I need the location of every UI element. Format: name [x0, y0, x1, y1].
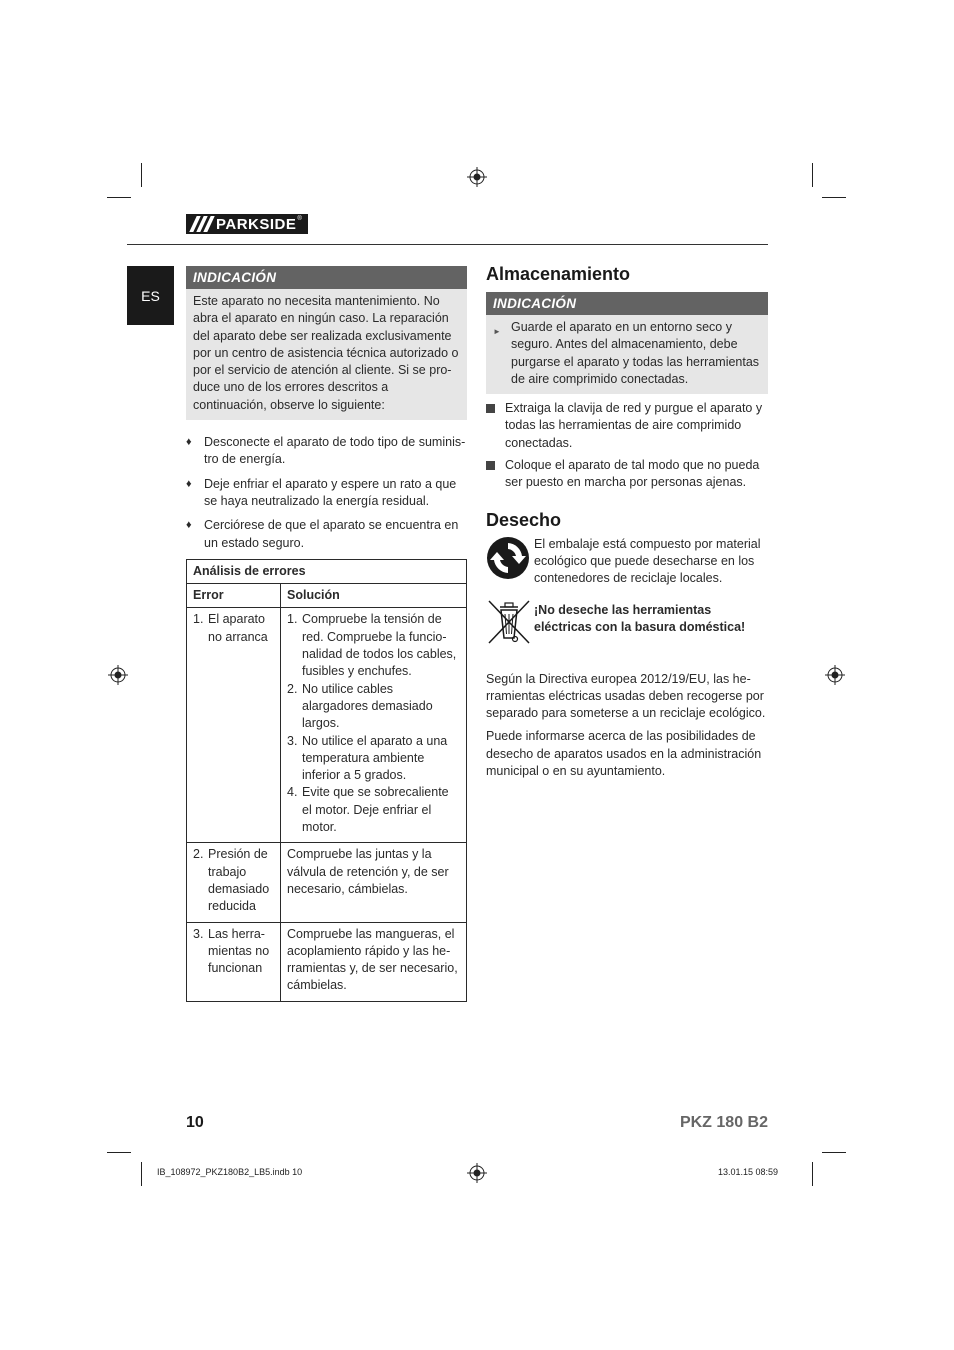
safety-bullets — [186, 434, 467, 552]
list-item: ♦ Deje enfriar el aparato y espere un rato a que se haya neutralizado la energía residual. — [186, 476, 457, 508]
storage-note-text: Guarde el aparato en un entorno seco y seguro. Antes del almacenamiento, debe purgarse el aparato y todas las herramientas de aire comprimido conectadas. — [511, 320, 760, 386]
packaging-text: El embalaje está compuesto por material ecológico que puede desecharse en los contenedores de reciclaje locales. — [534, 536, 761, 586]
parkside-logo — [186, 214, 308, 234]
print-date: 13.01.15 08:59 — [717, 1167, 778, 1177]
crop-mark — [812, 163, 813, 187]
error-table-title: Análisis de errores — [187, 559, 467, 583]
table-row — [187, 608, 467, 843]
info-text: Puede informarse acerca de las posibilidades de desecho de aparatos usados en la administración municipal o en su ayuntamiento. — [486, 729, 762, 779]
storage-list — [486, 400, 768, 491]
list-item: Coloque el aparato de tal modo que no pueda ser puesto en marcha por personas ajenas. — [486, 457, 768, 492]
brand-name: PARKSIDE — [216, 215, 297, 233]
crossed-bin-icon — [486, 598, 534, 651]
file-info: IB_108972_PKZ180B2_LB5.indb 10 — [157, 1167, 303, 1177]
note-title: INDICACIÓN — [186, 266, 467, 289]
model-number: PKZ 180 B2 — [679, 1114, 768, 1131]
left-column — [186, 266, 467, 1002]
recycling-icon — [486, 536, 534, 585]
registration-mark-icon — [467, 167, 487, 187]
header-rule — [127, 244, 768, 245]
crop-mark — [107, 197, 131, 198]
weee-row — [486, 598, 768, 651]
right-column — [486, 262, 768, 780]
disposal-heading: Desecho — [486, 509, 562, 530]
diamond-bullet-icon: ♦ — [186, 477, 192, 490]
column-header-solution: Solución — [281, 584, 467, 608]
crop-mark — [822, 1152, 846, 1153]
page-number: 10 — [186, 1114, 204, 1131]
solution-cell: Compruebe las mangueras, el acoplamiento rápido y las he-rramientas y, de ser necesario, cámbielas. — [281, 922, 467, 1001]
diamond-bullet-icon: ♦ — [186, 519, 192, 532]
table-row — [187, 843, 467, 922]
storage-note-body — [486, 315, 768, 394]
storage-note-title: INDICACIÓN — [486, 292, 768, 315]
square-bullet-icon — [486, 461, 495, 470]
list-item: ♦ Cerciórese de que el aparato se encuentra en un estado seguro. — [186, 518, 459, 550]
registration-mark-icon — [467, 1163, 487, 1183]
error-table — [186, 559, 467, 1002]
arrow-bullet-icon: ► — [493, 327, 501, 336]
registered-icon: ® — [297, 216, 302, 222]
logo-slashes-icon — [186, 214, 216, 234]
table-row — [187, 922, 467, 1001]
list-item: ♦ Desconecte el aparato de todo tipo de suminis-tro de energía. — [186, 435, 466, 467]
crop-mark — [141, 1162, 142, 1186]
storage-heading: Almacenamiento — [486, 264, 631, 284]
crop-mark — [141, 163, 142, 187]
crop-mark — [822, 197, 846, 198]
square-bullet-icon — [486, 404, 495, 413]
crop-mark — [107, 1152, 131, 1153]
solution-cell: Compruebe las juntas y la válvula de retención y, de ser necesario, cámbielas. — [281, 843, 467, 922]
column-header-error: Error — [187, 584, 281, 608]
language-tab: ES — [127, 266, 174, 325]
note-text: Este aparato no necesita mantenimiento. No abra el aparato en ningún caso. La reparación del aparato debe ser realizada exclusivamente por un centro de asistencia técnica autorizado o por el servicio de atención al cliente. Si se pro-duce uno de los errores descritos a continuación, observe lo siguiente: — [186, 289, 467, 420]
error-cell: 2. Presión de trabajo demasiado reducida — [187, 843, 281, 922]
error-cell: 3. Las herra-mientas no funcionan — [187, 922, 281, 1001]
diamond-bullet-icon: ♦ — [186, 436, 192, 449]
solution-cell: 1. Compruebe la tensión de red. Compruebe la funcio-nalidad de todos los cables, fusibles y enchufes. 2. No utilice cables alargadores demasiado largos. 3. No utilice el aparato a una temperatura ambiente inferior a 5 grados. 4. Evite que se sobrecaliente el motor. Deje enfriar el motor. — [281, 608, 467, 843]
list-item: Extraiga la clavija de red y purgue el aparato y todas las herramientas de aire comprimido conectadas. — [486, 400, 768, 452]
registration-mark-icon — [108, 665, 128, 685]
registration-mark-icon — [825, 665, 845, 685]
error-cell: 1. El aparato no arranca — [187, 608, 281, 843]
directive-text: Según la Directiva europea 2012/19/EU, las he-rramientas eléctricas usadas deben recogerse por separado para someterse a un reciclaje ecológico. — [486, 671, 766, 721]
weee-warning: ¡No deseche las herramientas eléctricas con la basura doméstica! — [534, 602, 746, 634]
crop-mark — [812, 1162, 813, 1186]
packaging-row — [486, 536, 768, 588]
